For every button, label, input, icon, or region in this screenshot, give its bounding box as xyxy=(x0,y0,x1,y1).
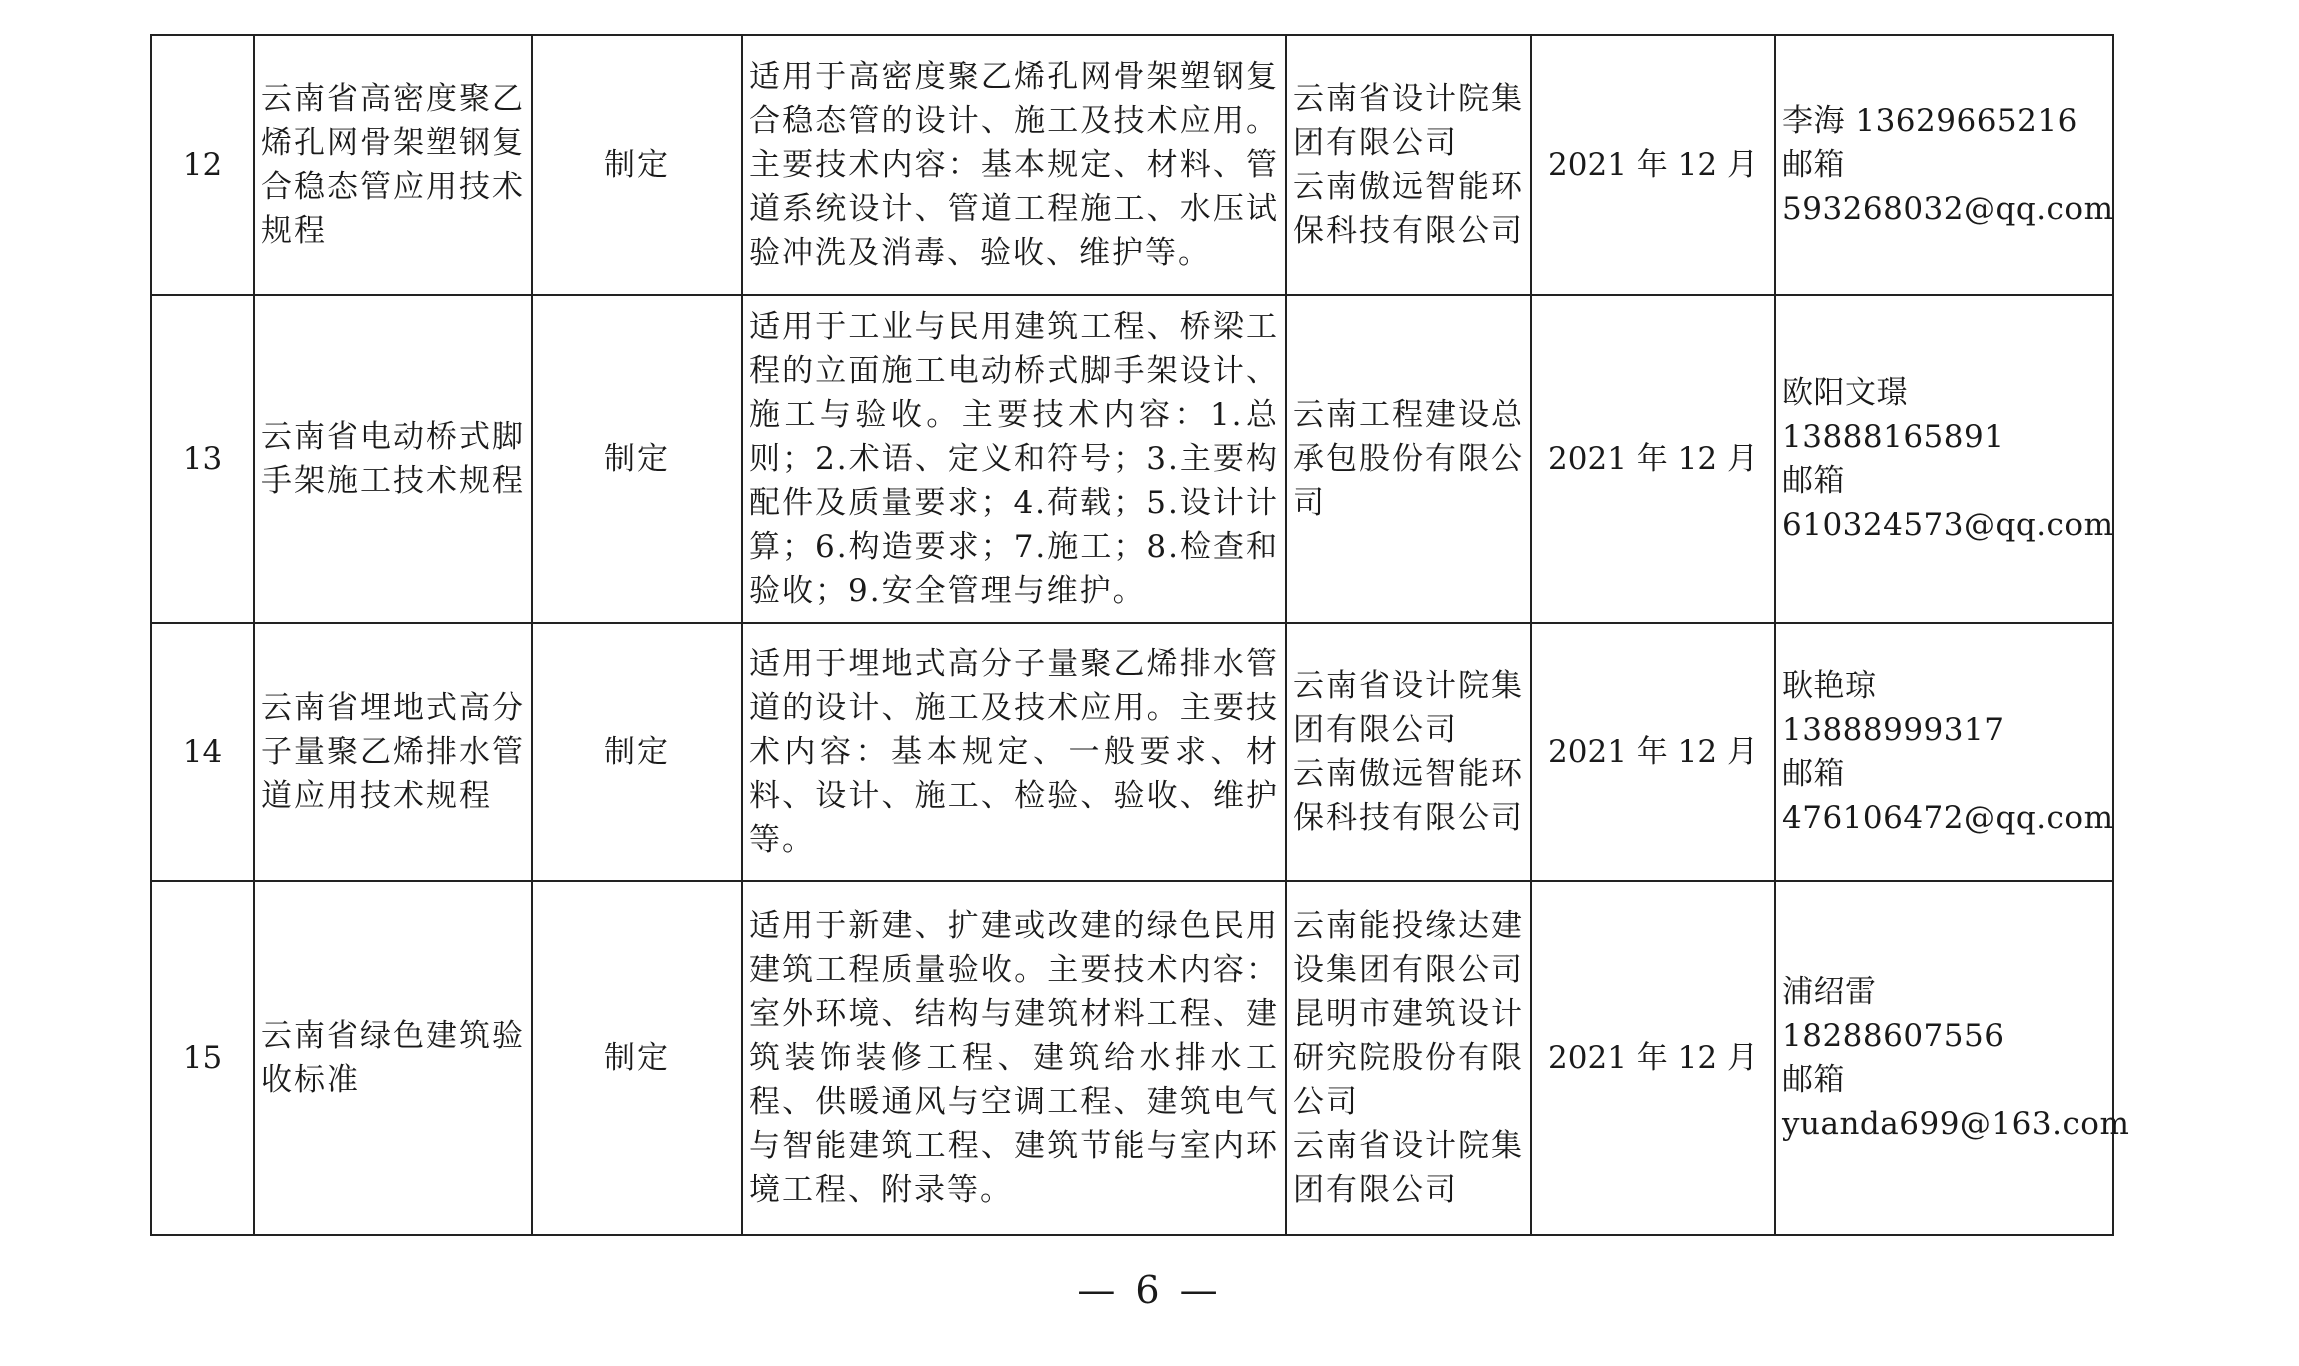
table-row xyxy=(151,35,2113,295)
organization-text: 云南工程建设总承包股份有限公司 xyxy=(1293,397,1524,521)
contact-info xyxy=(1775,35,2113,295)
standard-name: 云南省电动桥式脚手架施工技术规程 xyxy=(254,295,532,623)
table-row xyxy=(151,881,2113,1235)
organization-text: 云南省设计院集团有限公司 云南傲远智能环保科技有限公司 xyxy=(1293,668,1524,836)
organization-text: 云南省设计院集团有限公司 云南傲远智能环保科技有限公司 xyxy=(1293,81,1524,249)
row-number: 13 xyxy=(151,295,254,623)
row-number: 14 xyxy=(151,623,254,881)
table-row xyxy=(151,295,2113,623)
completion-date: 2021 年 12 月 xyxy=(1531,881,1775,1235)
contact-info xyxy=(1775,881,2130,1235)
contact-info xyxy=(1775,295,2113,623)
standard-type: 制定 xyxy=(532,295,742,623)
standard-scope: 适用于新建、扩建或改建的绿色民用建筑工程质量验收。主要技术内容：室外环境、结构与建筑材料工程、建筑装饰装修工程、建筑给水排水工程、供暖通风与空调工程、建筑电气与智能建筑工程、建筑节能与室内环境工程、附录等。 xyxy=(742,881,1286,1235)
responsible-organization xyxy=(1286,35,1531,295)
contact-text: 欧阳文璟 13888165891 邮箱 610324573@qq.com xyxy=(1782,375,2114,543)
standard-scope: 适用于埋地式高分子量聚乙烯排水管道的设计、施工及技术应用。主要技术内容：基本规定、一般要求、材料、设计、施工、检验、验收、维护等。 xyxy=(742,623,1286,881)
completion-date: 2021 年 12 月 xyxy=(1531,35,1775,295)
contact-text: 浦绍雷 18288607556 邮箱 yuanda699@163.com xyxy=(1782,974,2130,1142)
row-number: 12 xyxy=(151,35,254,295)
contact-text: 李海 13629665216 邮箱 593268032@qq.com xyxy=(1782,103,2114,227)
standards-table xyxy=(150,34,2130,1236)
standard-type: 制定 xyxy=(532,881,742,1235)
standard-scope: 适用于工业与民用建筑工程、桥梁工程的立面施工电动桥式脚手架设计、施工与验收。主要技术内容：1.总则；2.术语、定义和符号；3.主要构配件及质量要求；4.荷载；5.设计计算；6.构造要求；7.施工；8.检查和验收；9.安全管理与维护。 xyxy=(742,295,1286,623)
organization-text: 云南能投缘达建设集团有限公司 昆明市建筑设计研究院股份有限公司 云南省设计院集团有限公司 xyxy=(1293,908,1524,1208)
standard-name: 云南省埋地式高分子量聚乙烯排水管道应用技术规程 xyxy=(254,623,532,881)
responsible-organization xyxy=(1286,295,1531,623)
standard-type: 制定 xyxy=(532,623,742,881)
standard-type: 制定 xyxy=(532,35,742,295)
standard-scope: 适用于高密度聚乙烯孔网骨架塑钢复合稳态管的设计、施工及技术应用。主要技术内容：基本规定、材料、管道系统设计、管道工程施工、水压试验冲洗及消毒、验收、维护等。 xyxy=(742,35,1286,295)
row-number: 15 xyxy=(151,881,254,1235)
completion-date: 2021 年 12 月 xyxy=(1531,623,1775,881)
page-number: — 6 — xyxy=(1077,1268,1222,1312)
contact-info xyxy=(1775,623,2113,881)
standard-name: 云南省高密度聚乙烯孔网骨架塑钢复合稳态管应用技术规程 xyxy=(254,35,532,295)
responsible-organization xyxy=(1286,881,1531,1235)
standard-name: 云南省绿色建筑验收标准 xyxy=(254,881,532,1235)
responsible-organization xyxy=(1286,623,1531,881)
table-row xyxy=(151,623,2113,881)
contact-text: 耿艳琼 13888999317 邮箱 476106472@qq.com xyxy=(1782,668,2114,836)
completion-date: 2021 年 12 月 xyxy=(1531,295,1775,623)
